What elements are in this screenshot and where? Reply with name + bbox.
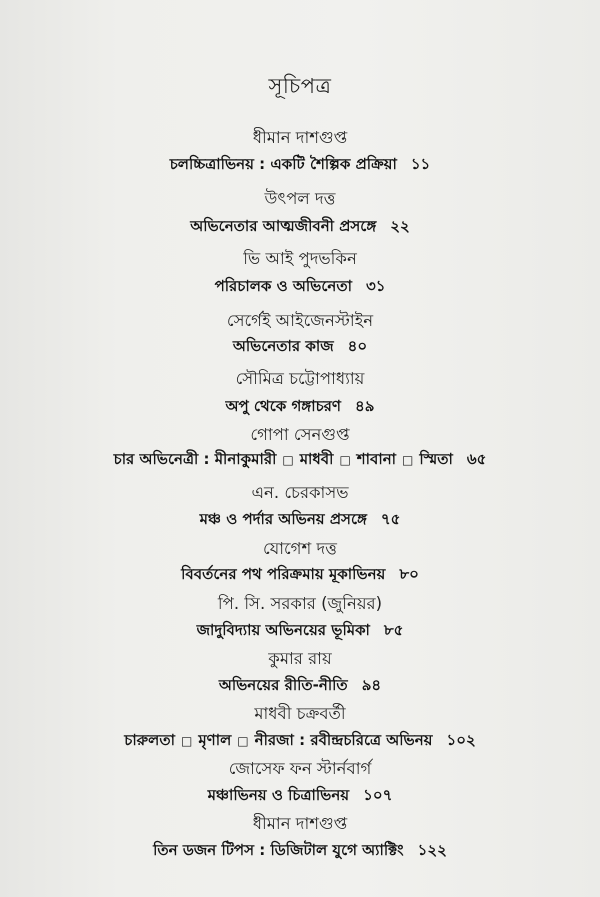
page-number: ৮০ xyxy=(399,565,419,583)
essay-title: মঞ্চ ও পর্দার অভিনয় প্রসঙ্গে xyxy=(199,510,367,528)
page-number: ১০৭ xyxy=(363,786,393,804)
page-number: ১০২ xyxy=(446,731,476,749)
page-number: ১২২ xyxy=(417,841,447,859)
author-name: পি. সি. সরকার (জুনিয়র) xyxy=(217,594,383,613)
author-name: গোপা সেনগুপ্ত xyxy=(250,425,350,444)
toc-entry xyxy=(0,448,600,473)
author-name: সের্গেই আইজেনস্টাইন xyxy=(226,311,374,330)
author-name: জোসেফ ফন স্টার্নবার্গ xyxy=(228,759,372,778)
essay-title-part: চারুলতা xyxy=(124,731,175,749)
page-number: ৬৫ xyxy=(466,450,487,468)
essay-title: অপু থেকে গঙ্গাচরণ xyxy=(225,397,341,415)
toc-entry xyxy=(0,839,600,864)
page-number: ১১ xyxy=(410,155,431,173)
page-number: ২২ xyxy=(390,217,410,235)
essay-title-part: নীরজা : রবীন্দ্রচরিত্রে অভিনয় xyxy=(254,731,433,749)
toc-entry xyxy=(0,619,600,644)
toc-entry xyxy=(0,563,600,588)
essay-title: অভিনেতার আত্মজীবনী প্রসঙ্গে xyxy=(190,217,377,235)
author-name: ভি আই পুদভকিন xyxy=(243,249,357,268)
page-number: ৭৫ xyxy=(380,510,401,528)
toc-entry xyxy=(0,215,600,240)
essay-title: অভিনয়ের রীতি-নীতি xyxy=(218,676,348,694)
toc-entry xyxy=(0,674,600,699)
essay-title-part: মৃণাল xyxy=(198,731,232,749)
separator-box: □ xyxy=(402,453,414,467)
essay-title: অভিনেতার কাজ xyxy=(232,337,334,355)
author-name: যোগেশ দত্ত xyxy=(263,539,337,558)
author-name: ধীমান দাশগুপ্ত xyxy=(252,814,348,833)
toc-entry xyxy=(0,153,600,178)
essay-title-part: চার অভিনেত্রী : মীনাকুমারী xyxy=(113,450,277,468)
essay-title: তিন ডজন টিপস : ডিজিটাল যুগে অ্যাক্টিং xyxy=(153,841,404,859)
separator-box: □ xyxy=(237,734,249,748)
toc-entry xyxy=(0,508,600,533)
page-number: ৪০ xyxy=(347,337,368,355)
author-name: সৌমিত্র চট্টোপাধ্যায় xyxy=(235,369,365,388)
page-number: ৮৫ xyxy=(383,621,404,639)
toc-entry xyxy=(0,784,600,809)
separator-box: □ xyxy=(339,453,351,467)
contents-title: সূচিপত্র xyxy=(268,74,332,98)
author-name: কুমার রায় xyxy=(268,649,332,668)
essay-title: মঞ্চাভিনয় ও চিত্রাভিনয় xyxy=(207,786,350,804)
essay-title-part: মাধবী xyxy=(299,450,334,468)
author-name: এন. চেরকাসভ xyxy=(251,483,349,502)
toc-entry xyxy=(0,275,600,300)
essay-title: বিবর্তনের পথ পরিক্রমায় মূকাভিনয় xyxy=(181,565,386,583)
author-name: উৎপল দত্ত xyxy=(264,189,336,208)
toc-entry xyxy=(0,729,600,754)
toc-entry xyxy=(0,395,600,420)
page-number: ৪৯ xyxy=(355,397,375,415)
essay-title-part: স্মিতা xyxy=(419,450,453,468)
author-name: ধীমান দাশগুপ্ত xyxy=(252,128,348,147)
page-number: ৩১ xyxy=(365,277,386,295)
essay-title: জাদুবিদ্যায় অভিনয়ের ভূমিকা xyxy=(196,621,370,639)
toc-entry xyxy=(0,335,600,360)
author-name: মাধবী চক্রবর্তী xyxy=(254,704,346,723)
page-number: ৯৪ xyxy=(361,676,382,694)
essay-title-part: শাবানা xyxy=(356,450,397,468)
separator-box: □ xyxy=(180,734,193,748)
essay-title: চলচ্চিত্রাভিনয় : একটি শৈল্পিক প্রক্রিয়া xyxy=(169,155,397,173)
essay-title: পরিচালক ও অভিনেতা xyxy=(214,277,352,295)
separator-box: □ xyxy=(282,453,294,467)
